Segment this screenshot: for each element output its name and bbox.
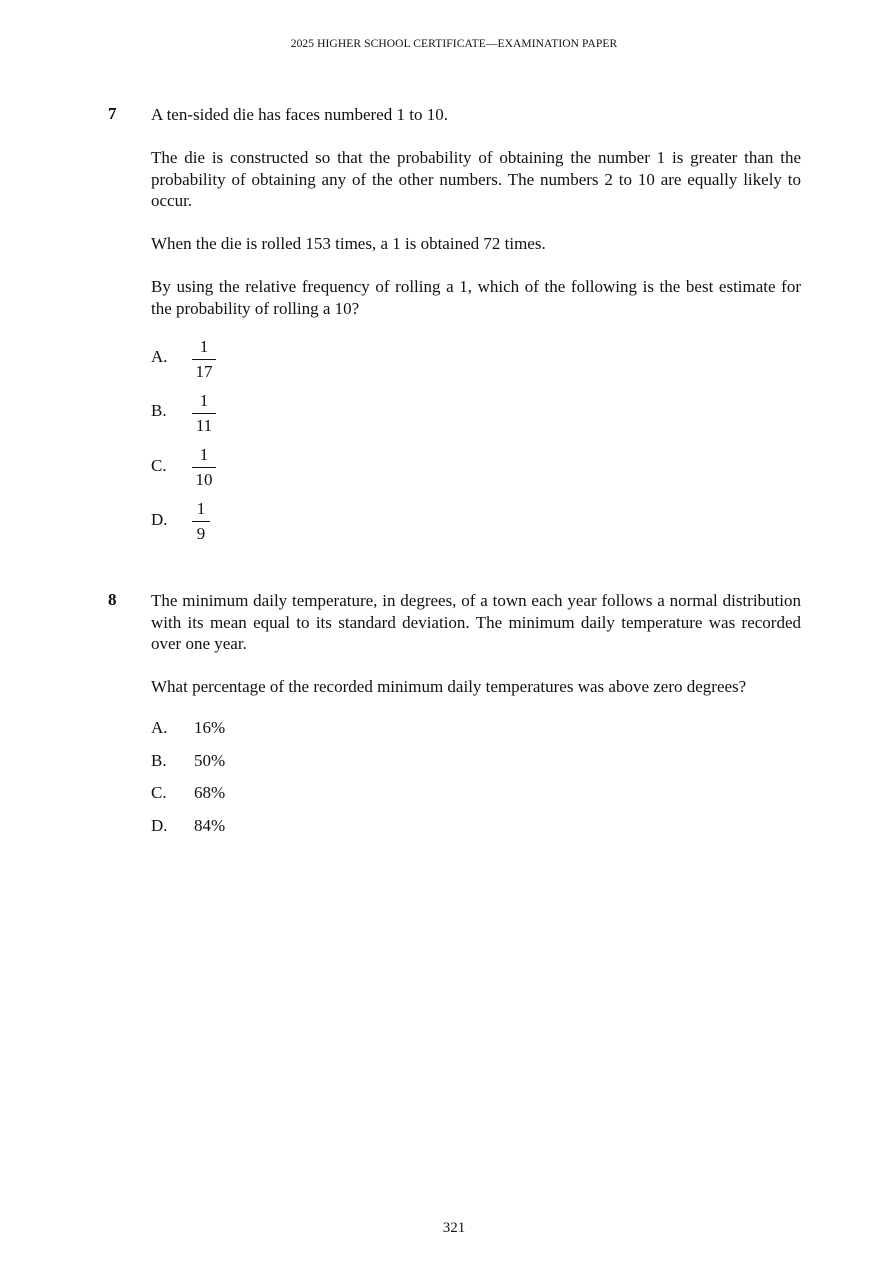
question-number-8: 8: [108, 590, 117, 609]
fraction-bar: [192, 467, 216, 468]
q8-option-c-text: 68%: [194, 783, 226, 802]
q7-option-d-letter: D.: [151, 510, 168, 529]
fraction-numerator: 1: [199, 445, 209, 464]
q8-paragraph-2: What percentage of the recorded minimum daily temperatures was above zero degrees?: [151, 677, 747, 696]
q7-paragraph-4: By using the relative frequency of rolling a 1, which of the following is the best estimate for the probability of rolling a 10?: [151, 277, 801, 318]
fraction-numerator: 1: [199, 337, 209, 356]
q7-option-b-fraction: [192, 391, 216, 436]
fraction-numerator: 1: [199, 391, 209, 410]
q7-option-d-fraction: [192, 499, 210, 544]
q8-option-b-letter: B.: [151, 751, 167, 770]
q7-option-a-fraction: [192, 337, 216, 382]
q8-option-b-text: 50%: [194, 751, 226, 770]
q7-option-a-letter: A.: [151, 347, 168, 366]
fraction-denominator: 11: [195, 416, 213, 435]
q7-paragraph-2: The die is constructed so that the probability of obtaining the number 1 is greater than the probability of obtaining any of the other numbers. The numbers 2 to 10 are equally likely to occur.: [151, 148, 801, 210]
q8-option-a-text: 16%: [194, 718, 226, 737]
q8-option-d-text: 84%: [194, 816, 226, 835]
fraction-denominator: 17: [195, 362, 213, 381]
running-header: 2025 HIGHER SCHOOL CERTIFICATE—EXAMINATION PAPER: [290, 38, 618, 50]
q7-paragraph-3: When the die is rolled 153 times, a 1 is obtained 72 times.: [151, 234, 546, 253]
q8-option-c-letter: C.: [151, 783, 167, 802]
page-number: 321: [442, 1220, 466, 1236]
fraction-denominator: 10: [195, 470, 213, 489]
q7-option-b-letter: B.: [151, 401, 167, 420]
q8-paragraph-1: The minimum daily temperature, in degrees, of a town each year follows a normal distribution with its mean equal to its standard deviation. The minimum daily temperature was recorded over one year.: [151, 591, 801, 653]
question-number-7: 7: [108, 104, 117, 123]
q8-option-d-letter: D.: [151, 816, 168, 835]
fraction-bar: [192, 521, 210, 522]
fraction-bar: [192, 413, 216, 414]
q7-paragraph-1: A ten-sided die has faces numbered 1 to 10.: [151, 105, 448, 124]
fraction-denominator: 9: [196, 524, 206, 543]
q7-option-c-letter: C.: [151, 456, 167, 475]
q7-option-c-fraction: [192, 445, 216, 490]
fraction-bar: [192, 359, 216, 360]
fraction-numerator: 1: [196, 499, 206, 518]
q8-option-a-letter: A.: [151, 718, 168, 737]
